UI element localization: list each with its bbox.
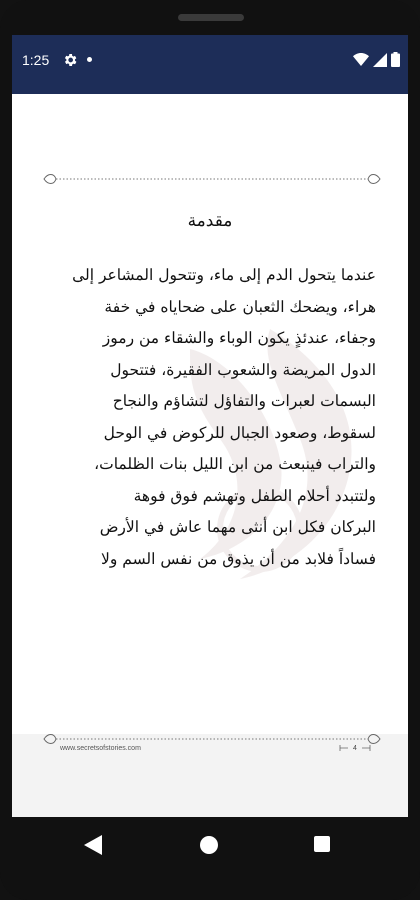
system-icons <box>353 52 400 67</box>
recents-icon[interactable] <box>314 836 330 852</box>
signal-icon <box>373 53 387 67</box>
book-page[interactable] <box>12 94 408 752</box>
notification-dot-icon <box>87 57 92 62</box>
text-line: البسمات لعبرات والتفاؤل لتشاؤم والنجاح <box>112 392 376 410</box>
ornamental-divider-top <box>42 172 382 186</box>
text-line: الدول المريضة والشعوب الفقيرة، فتتحول <box>110 360 376 379</box>
text-line: هراء، ويضحك الثعبان على ضحاياه في خفة <box>104 297 376 316</box>
speaker-grille <box>178 14 244 21</box>
gear-icon <box>62 52 78 68</box>
text-line: والتراب فينبعث من ابن الليل بنات الظلمات، <box>94 455 376 473</box>
page-number-value: 4 <box>353 744 357 752</box>
status-time: 1:25 <box>22 52 50 68</box>
chapter-text <box>46 260 376 575</box>
home-icon[interactable] <box>200 836 218 854</box>
text-line: فساداً فلابد من أن يذوق من نفس السم ولا <box>101 549 376 568</box>
footer-url: www.secretsofstories.com <box>60 745 141 752</box>
screen <box>12 35 408 817</box>
navigation-bar <box>0 817 420 900</box>
text-line: ولتتبدد أحلام الطفل وتهشم فوق فوهة <box>133 486 376 505</box>
text-line: عندما يتحول الدم إلى ماء، وتتحول المشاعر إلى <box>72 266 376 284</box>
text-line: وجفاء، عندئذٍ يكون الوباء والشقاء من رموز <box>102 329 376 347</box>
ornamental-divider-bottom <box>42 732 382 746</box>
text-line: البركان فكل ابن أنثى مهما عاش في الأرض <box>99 518 376 536</box>
wifi-icon <box>353 53 369 67</box>
status-bar <box>12 35 408 94</box>
back-icon[interactable] <box>84 835 102 855</box>
battery-icon <box>391 52 400 67</box>
text-line: لسقوط، وصعود الجبال للركوض في الوحل <box>103 423 376 442</box>
page-title: مقدمة <box>187 211 233 231</box>
